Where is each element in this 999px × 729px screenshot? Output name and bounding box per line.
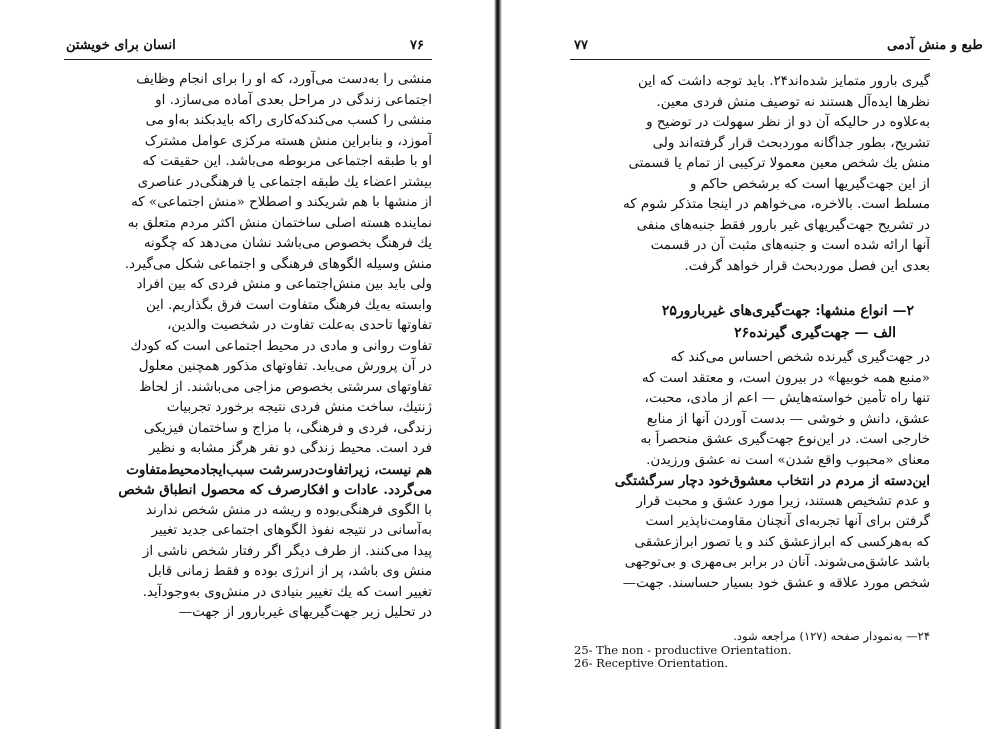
text-line: گرفتن برای آنها تجربه‌ای آنچنان مقاومت‌ناپذیر است [645,514,930,529]
book-gutter [494,0,502,729]
right-body-text-top [574,72,930,277]
text-line: منش وسیله الگوهای فرهنگی و اجتماعی شکل می‌گیرد. [124,256,432,272]
text-line: می‌گردد. عادات و افکارصرف که محصول انطباق شخص [118,482,432,498]
text-line: در تشریح جهت‌گیریهای غیر بارور فقط جنبه‌های منفی [636,217,930,233]
header-rule [570,59,930,60]
left-body-text [66,70,432,624]
left-page [0,0,494,729]
footnotes [574,630,930,671]
text-line: منش یك شخص معین معمولا ترکیبی از تمام یا قسمتی [628,156,930,171]
text-line: نماینده هسته اصلی ساختمان منش اکثر مردم متعلق به [127,215,432,231]
text-line: اجتماعی زندگی در مراحل بعدی آماده می‌سازد. او [155,92,432,108]
text-line: تشریح، بطور جداگانه موردبحث قرار گرفته‌اند ولی [652,135,930,151]
text-line: منشی را به‌دست می‌آورد، که او را برای انجام وظایف [136,72,432,87]
text-line: تفاوتها تاحدی به‌علت تفاوت در شخصیت والدین، [167,318,432,333]
text-line: آنها ارائه شده است و جنبه‌های مثبت آن در قسمت [650,238,930,253]
text-line: گیری بارور متمایز شده‌اند۲۴. باید توجه داشت که این [638,74,930,89]
text-line: شخص مورد علاقه و عشق خود بسیار حساسند. جهت— [622,575,930,591]
text-line: منش وی باشد، پر از انرژی بوده و فقط زمانی قابل [147,564,432,579]
footnote-26: 26- Receptive Orientation. [574,656,729,670]
text-line: فرد است. محیط زندگی دو نفر هرگز مشابه و نظیر [149,441,432,456]
text-line: نظرها ایده‌آل هستند نه توصیف منش فردی معین. [656,94,930,110]
text-line: به‌آسانی در نتیجه نفوذ الگوهای اجتماعی جدید تغییر [151,523,432,538]
text-line: هم نیست، زیراتفاوت‌درسرشت سبب‌ایجادمحیط‌متفاوت [126,461,432,478]
text-line: در جهت‌گیری گیرنده شخص احساس می‌کند که [670,350,930,365]
text-line: باشد عاشق‌می‌شوند. آنان در برابر بی‌مهری و بی‌توجهی [624,555,930,570]
text-line: مسلط است. بالاخره، می‌خواهم در اینجا متذکر شوم که [623,197,930,212]
text-line: در تحلیل زیر جهت‌گیریهای غیربارور از جهت— [178,605,432,620]
text-line: زندگی، فردی و فرهنگی، با مزاج و ساختمان فیزیکی [143,420,432,436]
text-line: تنها راه تأمین خواسته‌هایش — اعم از مادی، محبت، [644,391,930,406]
text-line: از منشها با هم شریکند و اصطلاح «منش اجتماعی» که [131,195,432,210]
section-heading: ۲— انواع منشها: جهت‌گیری‌های غیربارور۲۵ [661,303,914,319]
text-line: تفاوت روانی و مادی در محیط اجتماعی است که کودك [130,338,432,354]
text-line: با الگوی فرهنگی‌بوده و ریشه در منش شخص ندارند [146,502,432,518]
text-line: منشی را کسب می‌کندکه‌کاری راکه بایدبکند به‌او می‌ [145,113,432,128]
text-line: این‌دسته از مردم در انتخاب معشوق‌خود دچار سرگشتگی [614,473,930,489]
text-line: او با طبقه اجتماعی مربوطه می‌باشد. این حقیقت که [142,154,432,169]
text-line: وابسته به‌یك فرهنگ متفاوت است فرق بگذاریم. این [146,297,432,313]
right-page [502,0,999,729]
text-line: و عدم تشخیص هستند، زیرا مورد عشق و محبت قرار [636,493,930,509]
text-line: ولی باید بین منش‌اجتماعی و منش فردی که بین افراد [136,277,432,292]
footnote-25: 25- The non - productive Orientation. [574,642,792,657]
footnote-24: ۲۴— به‌نمودار صفحه (۱۲۷) مراجعه شود. [733,629,930,643]
header-rule [64,59,432,60]
running-title: طبع و منش آدمی [887,38,983,53]
text-line: تغییر است که یك تغییر بنیادی در منش‌وی به‌وجودآید. [142,584,432,600]
text-line: از این جهت‌گیریها است که برشخص حاکم و [689,176,930,192]
text-line: ژنتیك، ساخت منش فردی نتیجه برخورد تجربیات [166,400,432,415]
text-line: بیشتر اعضاء یك طبقه اجتماعی یا فرهنگی‌در عناصری [137,174,432,190]
text-line: در آن پرورش می‌یابد. تفاوتهای مذکور همچنین معلول [138,359,432,374]
text-line: آموزد، و بنابراین منش هسته مرکزی عوامل مشترک [144,133,432,149]
page-number: ۷۷ [574,38,588,53]
subsection-heading: الف — جهت‌گیری گیرنده۲۶ [734,325,896,341]
text-line: «منبع همه خوبیها» در بیرون است، و معتقد است که [641,370,930,386]
right-body-text-bottom [574,348,930,594]
text-line: که به‌هرکسی که ابرازعشق کند و یا تصور ابرازعشقی [634,534,930,550]
text-line: یك فرهنگ بخصوص می‌باشد نشان می‌دهد که چگونه [143,236,432,251]
running-title: انسان برای خویشتن [66,38,176,53]
page-number: ۷۶ [410,38,424,53]
text-line: بعدی این فصل موردبحث قرار خواهد گرفت. [684,258,930,274]
text-line: تفاوتهای سرشتی بخصوص مزاجی می‌باشند. از لحاظ [139,379,432,395]
text-line: عشق، دانش و خوشی — بدست آوردن آنها از منابع [646,411,930,427]
text-line: معنای «محبوب واقع شدن» است نه عشق ورزیدن. [646,452,930,468]
text-line: خارجی است. در این‌نوع جهت‌گیری عشق منحصراً به [640,432,930,447]
text-line: پیدا می‌کنند. از طرف دیگر اگر رفتار شخص ناشی از [142,543,432,559]
text-line: به‌علاوه در حالیکه آن دو از نظر سهولت در توضیح و [646,115,930,130]
